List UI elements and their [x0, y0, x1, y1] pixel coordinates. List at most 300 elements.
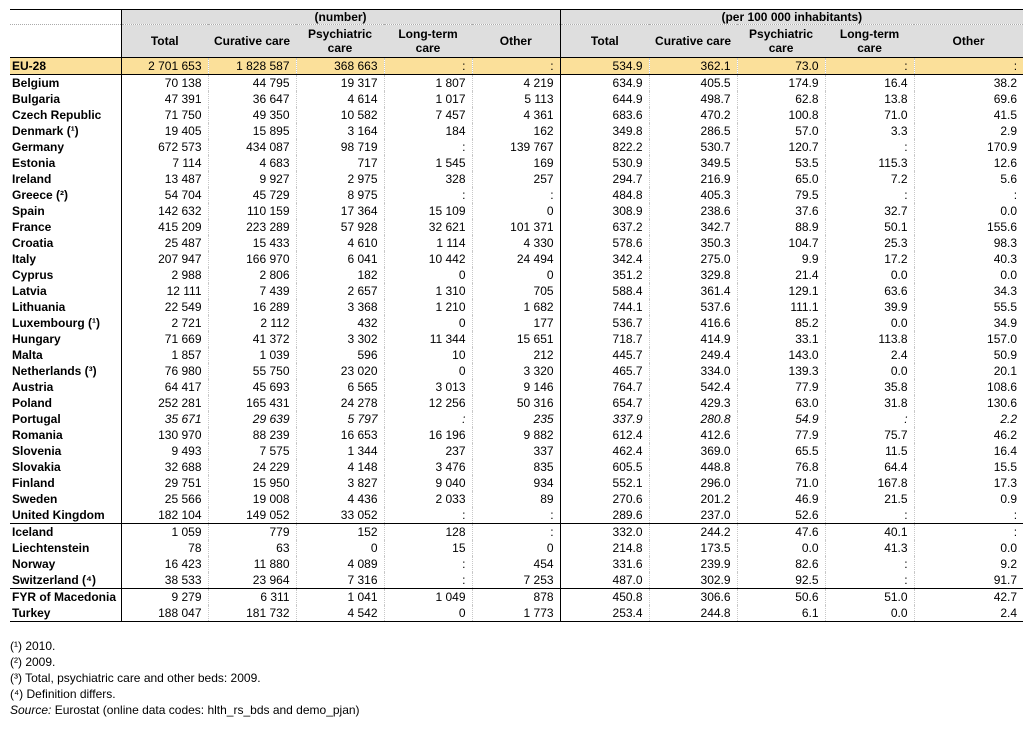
table-cell: :: [472, 507, 560, 524]
table-cell: 25.3: [825, 235, 914, 251]
table-cell: 57 928: [296, 219, 384, 235]
table-cell: 57.0: [737, 123, 825, 139]
table-cell: 3 320: [472, 363, 560, 379]
table-cell: 71.0: [737, 475, 825, 491]
table-cell: 142 632: [121, 203, 208, 219]
table-cell: 1 114: [384, 235, 472, 251]
table-cell: 169: [472, 155, 560, 171]
row-label: Latvia: [12, 284, 47, 298]
table-cell: 0: [296, 540, 384, 556]
table-cell: 487.0: [560, 572, 649, 589]
table-cell: 7 114: [121, 155, 208, 171]
table-cell: 588.4: [560, 283, 649, 299]
table-cell: 25 487: [121, 235, 208, 251]
table-cell: 605.5: [560, 459, 649, 475]
table-cell: 3 827: [296, 475, 384, 491]
table-row: [10, 540, 1023, 556]
table-row: [10, 123, 1023, 139]
table-cell: 41 372: [208, 331, 296, 347]
table-cell: :: [914, 524, 1023, 541]
table-cell: 15.5: [914, 459, 1023, 475]
table-cell: 32 688: [121, 459, 208, 475]
table-cell: 306.6: [649, 589, 737, 606]
table-cell: 462.4: [560, 443, 649, 459]
table-cell: 252 281: [121, 395, 208, 411]
table-row: [10, 589, 1023, 606]
table-cell: 237.0: [649, 507, 737, 524]
table-cell: 878: [472, 589, 560, 606]
table-cell: 50 316: [472, 395, 560, 411]
table-row: [10, 155, 1023, 171]
table-row: [10, 267, 1023, 283]
table-cell: 0: [384, 315, 472, 331]
table-row: [10, 379, 1023, 395]
row-label: Poland: [12, 396, 53, 410]
table-row: [10, 491, 1023, 507]
table-cell: 3 013: [384, 379, 472, 395]
table-cell: 432: [296, 315, 384, 331]
table-cell: 2.4: [825, 347, 914, 363]
table-cell: 4 330: [472, 235, 560, 251]
source-text: Eurostat (online data codes: hlth_rs_bds and demo_pjan): [51, 703, 360, 717]
row-label: Sweden: [12, 492, 58, 506]
column-header: Curative care: [208, 25, 296, 58]
table-cell: 181 732: [208, 605, 296, 622]
table-cell: 2 988: [121, 267, 208, 283]
table-cell: 2 701 653: [121, 58, 208, 75]
table-cell: 369.0: [649, 443, 737, 459]
row-label: Malta: [12, 348, 43, 362]
table-cell: 717: [296, 155, 384, 171]
row-label: Lithuania: [12, 300, 66, 314]
table-cell: 50.9: [914, 347, 1023, 363]
table-cell: 149 052: [208, 507, 296, 524]
table-cell: 0.0: [825, 315, 914, 331]
table-row: [10, 347, 1023, 363]
column-header: Long-term care: [825, 25, 914, 58]
table-cell: 4 148: [296, 459, 384, 475]
table-cell: 239.9: [649, 556, 737, 572]
table-cell: 4 361: [472, 107, 560, 123]
table-cell: 542.4: [649, 379, 737, 395]
table-cell: 0: [384, 363, 472, 379]
table-cell: 1 210: [384, 299, 472, 315]
table-row: [10, 75, 1023, 92]
footnotes: [10, 638, 1013, 718]
table-cell: 7 439: [208, 283, 296, 299]
table-cell: 349.5: [649, 155, 737, 171]
table-cell: :: [384, 556, 472, 572]
table-cell: 115.3: [825, 155, 914, 171]
table-cell: 0.0: [914, 540, 1023, 556]
group-header-per-inhabitants: (per 100 000 inhabitants): [560, 10, 1023, 25]
table-cell: 1 310: [384, 283, 472, 299]
table-cell: 165 431: [208, 395, 296, 411]
table-row: [10, 91, 1023, 107]
table-cell: 2 112: [208, 315, 296, 331]
table-cell: 0.0: [825, 363, 914, 379]
table-cell: 1 344: [296, 443, 384, 459]
table-cell: :: [825, 187, 914, 203]
table-cell: 7.2: [825, 171, 914, 187]
table-cell: 270.6: [560, 491, 649, 507]
table-cell: 644.9: [560, 91, 649, 107]
table-cell: 405.3: [649, 187, 737, 203]
table-cell: 120.7: [737, 139, 825, 155]
table-cell: 54 704: [121, 187, 208, 203]
table-cell: 416.6: [649, 315, 737, 331]
table-body: [10, 58, 1023, 622]
table-cell: 21.4: [737, 267, 825, 283]
column-header: Curative care: [649, 25, 737, 58]
table-cell: 51.0: [825, 589, 914, 606]
table-cell: :: [472, 187, 560, 203]
table-cell: 16 289: [208, 299, 296, 315]
table-row: [10, 171, 1023, 187]
table-cell: 405.5: [649, 75, 737, 92]
table-cell: 29 639: [208, 411, 296, 427]
table-cell: 484.8: [560, 187, 649, 203]
table-cell: 634.9: [560, 75, 649, 92]
table-cell: 4 089: [296, 556, 384, 572]
table-cell: 130 970: [121, 427, 208, 443]
table-cell: 45 729: [208, 187, 296, 203]
table-cell: :: [914, 187, 1023, 203]
table-cell: 744.1: [560, 299, 649, 315]
table-cell: 764.7: [560, 379, 649, 395]
table-cell: 3 164: [296, 123, 384, 139]
table-cell: 207 947: [121, 251, 208, 267]
table-cell: 77.9: [737, 427, 825, 443]
table-cell: 63.0: [737, 395, 825, 411]
table-cell: 32.7: [825, 203, 914, 219]
table-cell: 29 751: [121, 475, 208, 491]
table-cell: 62.8: [737, 91, 825, 107]
table-cell: :: [825, 139, 914, 155]
table-cell: 50.6: [737, 589, 825, 606]
table-row: [10, 395, 1023, 411]
table-cell: 308.9: [560, 203, 649, 219]
table-cell: 654.7: [560, 395, 649, 411]
table-cell: 19 405: [121, 123, 208, 139]
table-cell: 414.9: [649, 331, 737, 347]
table-cell: 779: [208, 524, 296, 541]
table-cell: :: [384, 187, 472, 203]
table-cell: 302.9: [649, 572, 737, 589]
table-cell: 65.5: [737, 443, 825, 459]
table-cell: 139.3: [737, 363, 825, 379]
table-cell: 16.4: [914, 443, 1023, 459]
table-cell: 0.0: [914, 203, 1023, 219]
table-cell: 9.2: [914, 556, 1023, 572]
table-row: [10, 605, 1023, 622]
table-cell: 77.9: [737, 379, 825, 395]
table-row: [10, 283, 1023, 299]
table-cell: 289.6: [560, 507, 649, 524]
row-label: Czech Republic: [12, 108, 102, 122]
table-cell: 100.8: [737, 107, 825, 123]
table-cell: 2 806: [208, 267, 296, 283]
table-row: [10, 507, 1023, 524]
table-cell: 15 433: [208, 235, 296, 251]
row-label: Turkey: [10, 605, 121, 622]
table-cell: 445.7: [560, 347, 649, 363]
row-label: Norway: [12, 557, 56, 571]
table-cell: 0: [384, 605, 472, 622]
table-cell: 3 476: [384, 459, 472, 475]
table-cell: 63: [208, 540, 296, 556]
table-cell: 46.9: [737, 491, 825, 507]
table-cell: 15: [384, 540, 472, 556]
table-row: [10, 524, 1023, 541]
table-cell: 534.9: [560, 58, 649, 75]
table-cell: 16.4: [825, 75, 914, 92]
table-cell: 537.6: [649, 299, 737, 315]
corner-cell: [10, 10, 121, 25]
table-row: [10, 235, 1023, 251]
table-cell: 361.4: [649, 283, 737, 299]
row-label: Austria: [12, 380, 54, 394]
table-cell: 7 253: [472, 572, 560, 589]
table-cell: 822.2: [560, 139, 649, 155]
table-cell: 6 041: [296, 251, 384, 267]
table-cell: 705: [472, 283, 560, 299]
table-cell: 17.2: [825, 251, 914, 267]
table-cell: :: [914, 507, 1023, 524]
table-cell: 4 436: [296, 491, 384, 507]
table-cell: 1 017: [384, 91, 472, 107]
row-label: Germany: [12, 140, 65, 154]
group-header-number: (number): [121, 10, 560, 25]
table-row: [10, 572, 1023, 589]
table-cell: 24 278: [296, 395, 384, 411]
table-cell: 470.2: [649, 107, 737, 123]
table-cell: 237: [384, 443, 472, 459]
table-cell: 1 039: [208, 347, 296, 363]
table-cell: 2 657: [296, 283, 384, 299]
table-cell: 1 059: [121, 524, 208, 541]
row-label: United Kingdom: [10, 507, 121, 524]
table-cell: :: [384, 507, 472, 524]
footnote: (¹) 2010.: [10, 639, 56, 653]
footnote: (³) Total, psychiatric care and other beds: 2009.: [10, 671, 261, 685]
table-cell: 498.7: [649, 91, 737, 107]
table-cell: 76.8: [737, 459, 825, 475]
table-cell: 450.8: [560, 589, 649, 606]
table-cell: 286.5: [649, 123, 737, 139]
table-cell: 36 647: [208, 91, 296, 107]
table-cell: 41.5: [914, 107, 1023, 123]
table-cell: 70 138: [121, 75, 208, 92]
table-cell: 40.1: [825, 524, 914, 541]
footnote: (²) 2009.: [10, 655, 56, 669]
row-label: Romania: [12, 428, 63, 442]
table-cell: 5 797: [296, 411, 384, 427]
table-cell: 10 582: [296, 107, 384, 123]
table-cell: 22 549: [121, 299, 208, 315]
table-cell: 23 964: [208, 572, 296, 589]
table-row: [10, 459, 1023, 475]
table-cell: 368 663: [296, 58, 384, 75]
table-cell: 182 104: [121, 507, 208, 524]
table-cell: 10 442: [384, 251, 472, 267]
row-label: EU-28: [10, 58, 121, 75]
table-cell: 76 980: [121, 363, 208, 379]
table-cell: 0.9: [914, 491, 1023, 507]
table-cell: :: [825, 58, 914, 75]
table-row: [10, 556, 1023, 572]
table-cell: 612.4: [560, 427, 649, 443]
table-cell: 238.6: [649, 203, 737, 219]
table-cell: 1 857: [121, 347, 208, 363]
table-row: [10, 315, 1023, 331]
table-cell: 21.5: [825, 491, 914, 507]
table-cell: 13 487: [121, 171, 208, 187]
table-cell: 0.0: [825, 605, 914, 622]
table-cell: 201.2: [649, 491, 737, 507]
table-cell: 32 621: [384, 219, 472, 235]
table-cell: 157.0: [914, 331, 1023, 347]
table-cell: 47.6: [737, 524, 825, 541]
row-label: Iceland: [12, 525, 54, 539]
table-cell: 334.0: [649, 363, 737, 379]
table-cell: 46.2: [914, 427, 1023, 443]
table-cell: 9 927: [208, 171, 296, 187]
table-cell: 329.8: [649, 267, 737, 283]
table-cell: :: [384, 572, 472, 589]
table-cell: 16 196: [384, 427, 472, 443]
column-header: Psychiatric care: [737, 25, 825, 58]
table-cell: 7 575: [208, 443, 296, 459]
column-header: Long-term care: [384, 25, 472, 58]
table-row: [10, 251, 1023, 267]
table-cell: 182: [296, 267, 384, 283]
table-cell: 78: [121, 540, 208, 556]
table-cell: 1 773: [472, 605, 560, 622]
row-label: Finland: [12, 476, 55, 490]
table-cell: 11.5: [825, 443, 914, 459]
table-cell: 4 683: [208, 155, 296, 171]
table-cell: 1 828 587: [208, 58, 296, 75]
table-cell: 223 289: [208, 219, 296, 235]
table-cell: 152: [296, 524, 384, 541]
group-header-row: [10, 10, 1023, 25]
table-cell: 82.6: [737, 556, 825, 572]
table-row: [10, 427, 1023, 443]
table-cell: 2.9: [914, 123, 1023, 139]
table-cell: 253.4: [560, 605, 649, 622]
table-container: [10, 9, 1018, 718]
table-cell: 530.7: [649, 139, 737, 155]
table-cell: 1 807: [384, 75, 472, 92]
table-cell: 4 542: [296, 605, 384, 622]
table-row: [10, 187, 1023, 203]
table-cell: 342.4: [560, 251, 649, 267]
table-cell: 275.0: [649, 251, 737, 267]
table-cell: 39.9: [825, 299, 914, 315]
table-cell: 71.0: [825, 107, 914, 123]
table-cell: 2 975: [296, 171, 384, 187]
table-cell: 280.8: [649, 411, 737, 427]
table-cell: 350.3: [649, 235, 737, 251]
table-cell: 55 750: [208, 363, 296, 379]
table-cell: :: [825, 507, 914, 524]
table-cell: 349.8: [560, 123, 649, 139]
column-header: Psychiatric care: [296, 25, 384, 58]
table-cell: 332.0: [560, 524, 649, 541]
table-cell: 9 882: [472, 427, 560, 443]
table-cell: 47 391: [121, 91, 208, 107]
row-label: Switzerland (⁴): [10, 572, 121, 589]
table-cell: 71 669: [121, 331, 208, 347]
table-cell: :: [384, 58, 472, 75]
table-cell: 1 682: [472, 299, 560, 315]
table-cell: 0.0: [914, 267, 1023, 283]
row-label: Croatia: [12, 236, 54, 250]
table-cell: 35 671: [121, 411, 208, 427]
table-cell: 162: [472, 123, 560, 139]
table-cell: 1 041: [296, 589, 384, 606]
table-cell: 89: [472, 491, 560, 507]
table-cell: :: [384, 139, 472, 155]
source-label: Source:: [10, 703, 52, 717]
table-cell: 448.8: [649, 459, 737, 475]
table-cell: 139 767: [472, 139, 560, 155]
table-cell: 294.7: [560, 171, 649, 187]
table-cell: 4 610: [296, 235, 384, 251]
table-cell: 0: [384, 267, 472, 283]
table-cell: 38 533: [121, 572, 208, 589]
table-cell: 23 020: [296, 363, 384, 379]
table-cell: 24 229: [208, 459, 296, 475]
table-cell: 88.9: [737, 219, 825, 235]
table-cell: 9 493: [121, 443, 208, 459]
table-cell: 110 159: [208, 203, 296, 219]
table-row: [10, 411, 1023, 427]
table-cell: :: [825, 411, 914, 427]
table-cell: 11 880: [208, 556, 296, 572]
table-cell: 6 311: [208, 589, 296, 606]
table-cell: 0: [472, 540, 560, 556]
table-cell: 3.3: [825, 123, 914, 139]
table-row: [10, 363, 1023, 379]
row-label: FYR of Macedonia: [12, 590, 117, 604]
row-label: Netherlands (³): [12, 364, 97, 378]
table-cell: 412.6: [649, 427, 737, 443]
table-row: [10, 139, 1023, 155]
table-cell: 73.0: [737, 58, 825, 75]
table-row: [10, 475, 1023, 491]
table-cell: 12 256: [384, 395, 472, 411]
table-cell: 38.2: [914, 75, 1023, 92]
table-cell: 98 719: [296, 139, 384, 155]
table-cell: 3 302: [296, 331, 384, 347]
table-cell: 8 975: [296, 187, 384, 203]
table-cell: 434 087: [208, 139, 296, 155]
table-cell: 55.5: [914, 299, 1023, 315]
table-cell: 63.6: [825, 283, 914, 299]
table-cell: 52.6: [737, 507, 825, 524]
table-cell: 64 417: [121, 379, 208, 395]
table-cell: 337: [472, 443, 560, 459]
row-label: Denmark (¹): [12, 124, 79, 138]
table-cell: 415 209: [121, 219, 208, 235]
table-cell: 173.5: [649, 540, 737, 556]
table-cell: 85.2: [737, 315, 825, 331]
table-cell: 6 565: [296, 379, 384, 395]
column-header: Other: [914, 25, 1023, 58]
row-label: Liechtenstein: [12, 541, 90, 555]
